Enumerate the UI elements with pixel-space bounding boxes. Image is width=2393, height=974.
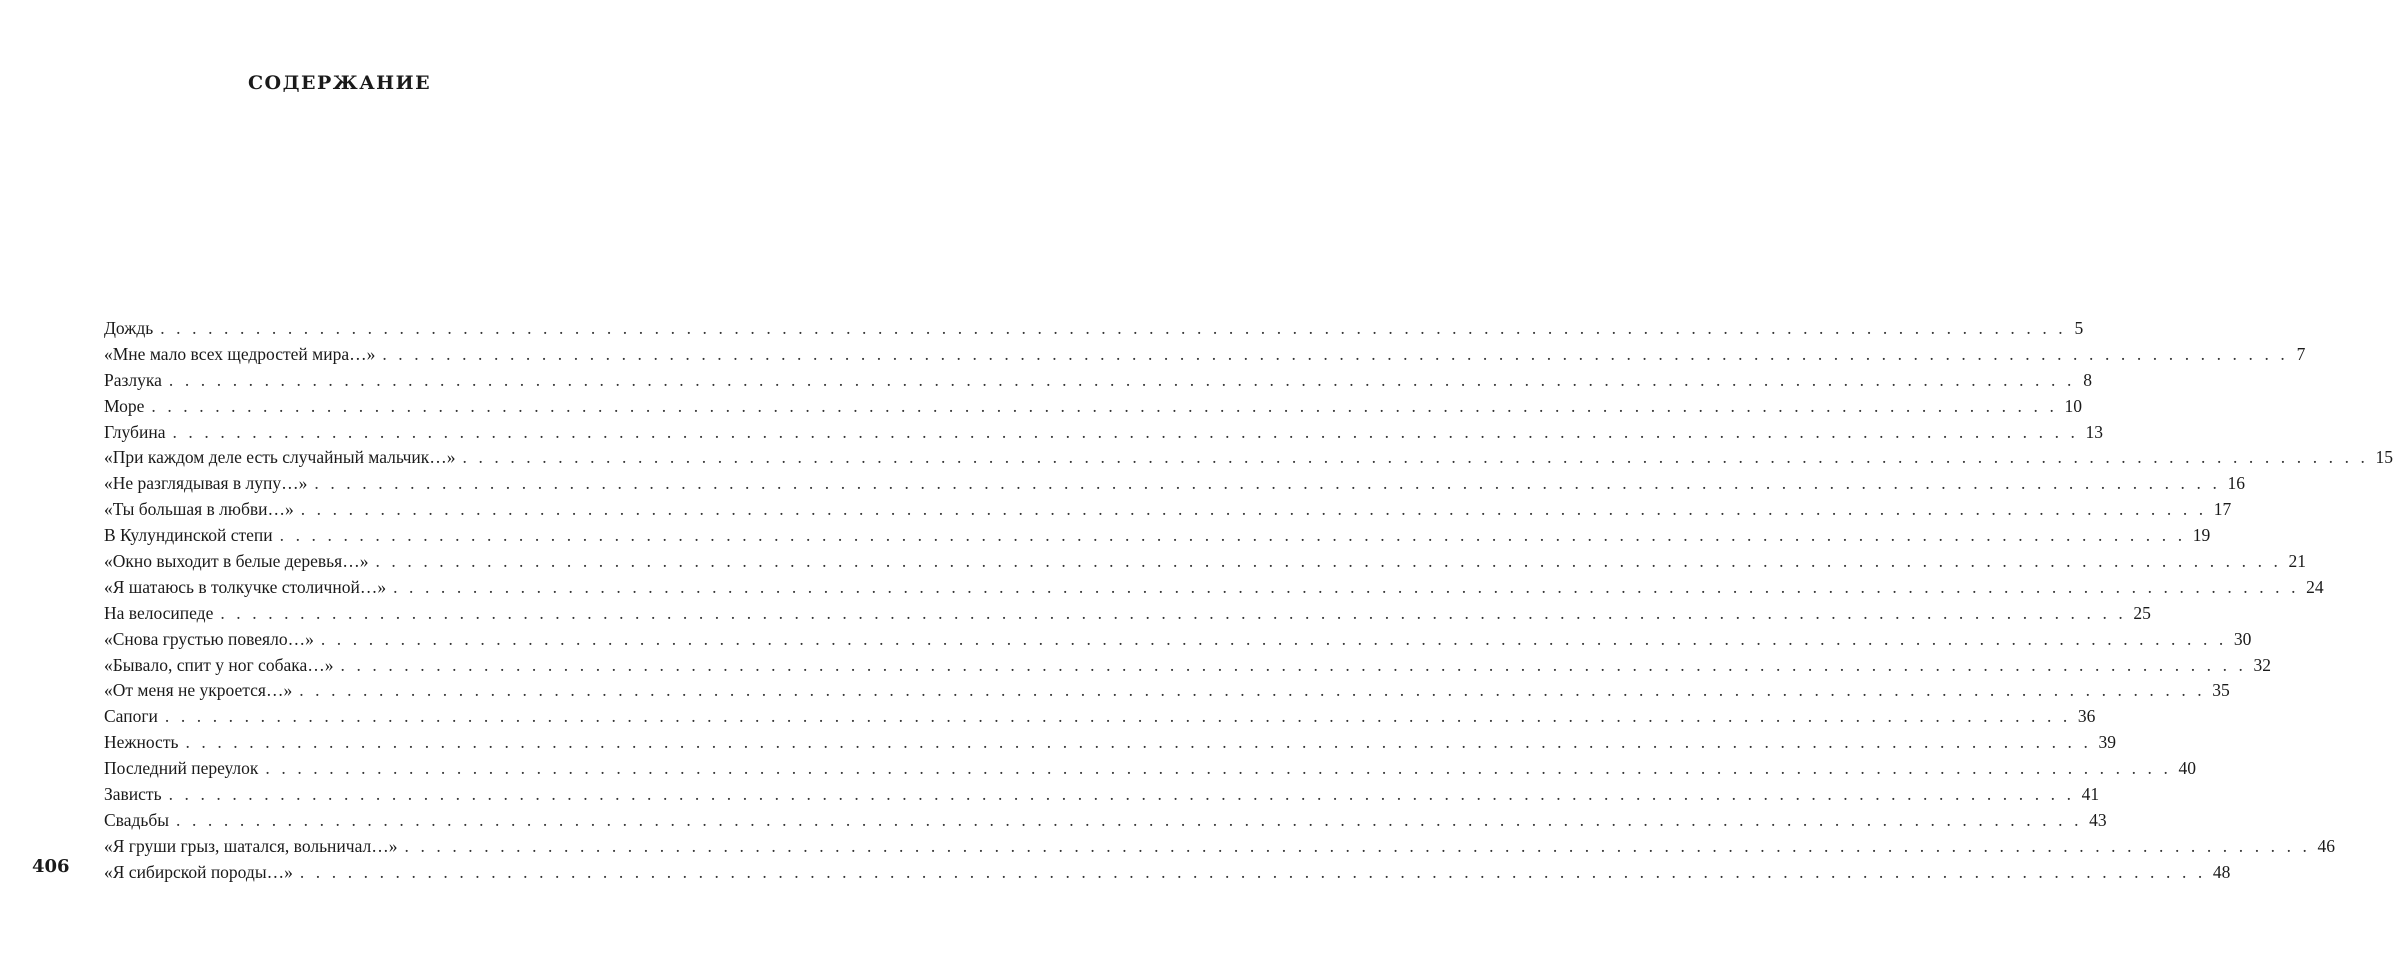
toc-entry	[104, 678, 2230, 704]
toc-entry-title: «Я сибирской породы…»	[104, 861, 293, 882]
toc-dot-leader: . . . . . . . . . . . . . . . . . . . . . . . . . . . . . . . . . . . . . . . . . . . . . . . . . . . . . . . . . . . . . . . . . . . . . . . . . . . . . . . . . . . . . . . . . . . . . . . . . . . . . . . . . . . . . . . . . . . . . . . .	[151, 395, 2058, 416]
toc-entry	[104, 368, 2092, 394]
toc-entry	[104, 704, 2096, 730]
toc-entry-page: 32	[2253, 654, 2272, 675]
toc-entry-title: «Ты большая в любви…»	[104, 499, 294, 520]
page-title: СОДЕРЖАНИЕ	[247, 72, 432, 94]
toc-entry-title: «Снова грустью повеяло…»	[104, 628, 314, 649]
toc-entry-title: Дождь	[104, 318, 154, 338]
toc-entry-page: 17	[2213, 499, 2232, 520]
toc-entry-page: 46	[2317, 835, 2336, 856]
toc-entry-title: Нежность	[104, 732, 179, 753]
toc-dot-leader: . . . . . . . . . . . . . . . . . . . . . . . . . . . . . . . . . . . . . . . . . . . . . . . . . . . . . . . . . . . . . . . . . . . . . . . . . . . . . . . . . . . . . . . . . . . . . . . . . . . . . . . . . . . . . . . . . . . . . . . .	[220, 602, 2127, 623]
toc-entry-page: 21	[2288, 551, 2306, 572]
toc-entry-page: 10	[2064, 395, 2082, 416]
toc-dot-leader: . . . . . . . . . . . . . . . . . . . . . . . . . . . . . . . . . . . . . . . . . . . . . . . . . . . . . . . . . . . . . . . . . . . . . . . . . . . . . . . . . . . . . . . . . . . . . . . . . . . . . . . . . . . . . . . . . . . . . . . .	[462, 447, 2369, 468]
toc-entry-title: Глубина	[104, 421, 166, 442]
toc-entry	[104, 420, 2103, 446]
toc-entry	[104, 808, 2107, 834]
toc-entry-page: 8	[2083, 369, 2092, 390]
toc-dot-leader: . . . . . . . . . . . . . . . . . . . . . . . . . . . . . . . . . . . . . . . . . . . . . . . . . . . . . . . . . . . . . . . . . . . . . . . . . . . . . . . . . . . . . . . . . . . . . . . . . . . . . . . . . . . . . . . . . . . . . . . .	[164, 706, 2071, 727]
toc-entry	[104, 394, 2082, 420]
toc-entry-page: 24	[2306, 576, 2324, 597]
toc-entry	[104, 316, 2084, 342]
toc-dot-leader: . . . . . . . . . . . . . . . . . . . . . . . . . . . . . . . . . . . . . . . . . . . . . . . . . . . . . . . . . . . . . . . . . . . . . . . . . . . . . . . . . . . . . . . . . . . . . . . . . . . . . . . . . . . . . . . . . . . . . . . .	[299, 861, 2206, 882]
toc-entry-page: 16	[2227, 473, 2245, 494]
toc-entry	[104, 342, 2306, 368]
toc-dot-leader: . . . . . . . . . . . . . . . . . . . . . . . . . . . . . . . . . . . . . . . . . . . . . . . . . . . . . . . . . . . . . . . . . . . . . . . . . . . . . . . . . . . . . . . . . . . . . . . . . . . . . . . . . . . . . . . . . . . . . . . .	[160, 318, 2067, 338]
toc-dot-leader: . . . . . . . . . . . . . . . . . . . . . . . . . . . . . . . . . . . . . . . . . . . . . . . . . . . . . . . . . . . . . . . . . . . . . . . . . . . . . . . . . . . . . . . . . . . . . . . . . . . . . . . . . . . . . . . . . . . . . . . .	[172, 421, 2079, 442]
toc-entry	[104, 445, 2393, 471]
toc-entry	[104, 497, 2232, 523]
toc-dot-leader: . . . . . . . . . . . . . . . . . . . . . . . . . . . . . . . . . . . . . . . . . . . . . . . . . . . . . . . . . . . . . . . . . . . . . . . . . . . . . . . . . . . . . . . . . . . . . . . . . . . . . . . . . . . . . . . . . . . . . . . .	[168, 369, 2075, 390]
toc-dot-leader: . . . . . . . . . . . . . . . . . . . . . . . . . . . . . . . . . . . . . . . . . . . . . . . . . . . . . . . . . . . . . . . . . . . . . . . . . . . . . . . . . . . . . . . . . . . . . . . . . . . . . . . . . . . . . . . . . . . . . . . .	[320, 628, 2227, 649]
toc-entry-title: «Окно выходит в белые деревья…»	[104, 551, 369, 572]
toc-entry-page: 43	[2089, 809, 2107, 830]
toc-dot-leader: . . . . . . . . . . . . . . . . . . . . . . . . . . . . . . . . . . . . . . . . . . . . . . . . . . . . . . . . . . . . . . . . . . . . . . . . . . . . . . . . . . . . . . . . . . . . . . . . . . . . . . . . . . . . . . . . . . . . . . . .	[185, 732, 2092, 753]
toc-entry-page: 25	[2133, 602, 2151, 623]
toc-entry-page: 19	[2192, 525, 2211, 546]
toc-entry-title: «Я груши грыз, шатался, вольничал…»	[104, 835, 398, 856]
toc-dot-leader: . . . . . . . . . . . . . . . . . . . . . . . . . . . . . . . . . . . . . . . . . . . . . . . . . . . . . . . . . . . . . . . . . . . . . . . . . . . . . . . . . . . . . . . . . . . . . . . . . . . . . . . . . . . . . . . . . . . . . . . .	[279, 525, 2186, 546]
toc-entry-title: В Кулундинской степи	[104, 525, 273, 546]
toc-entry-page: 35	[2212, 680, 2230, 701]
toc-entry-title: «Мне мало всех щедростей мира…»	[104, 343, 376, 364]
toc-entry-title: Разлука	[104, 369, 162, 390]
toc-entry-title: Свадьбы	[104, 809, 170, 830]
toc-entry-title: «Бывало, спит у ног собака…»	[104, 654, 334, 675]
toc-entry-page: 48	[2212, 861, 2231, 882]
toc-entry-title: «От меня не укроется…»	[104, 680, 293, 701]
toc-entry	[104, 730, 2116, 756]
toc-entry	[104, 756, 2196, 782]
toc-entry	[104, 575, 2324, 601]
toc-dot-leader: . . . . . . . . . . . . . . . . . . . . . . . . . . . . . . . . . . . . . . . . . . . . . . . . . . . . . . . . . . . . . . . . . . . . . . . . . . . . . . . . . . . . . . . . . . . . . . . . . . . . . . . . . . . . . . . . . . . . . . . .	[176, 809, 2083, 830]
table-of-contents	[104, 316, 2393, 886]
toc-entry-page: 15	[2375, 447, 2393, 468]
toc-dot-leader: . . . . . . . . . . . . . . . . . . . . . . . . . . . . . . . . . . . . . . . . . . . . . . . . . . . . . . . . . . . . . . . . . . . . . . . . . . . . . . . . . . . . . . . . . . . . . . . . . . . . . . . . . . . . . . . . . . . . . . . .	[393, 576, 2300, 597]
toc-dot-leader: . . . . . . . . . . . . . . . . . . . . . . . . . . . . . . . . . . . . . . . . . . . . . . . . . . . . . . . . . . . . . . . . . . . . . . . . . . . . . . . . . . . . . . . . . . . . . . . . . . . . . . . . . . . . . . . . . . . . . . . .	[265, 758, 2172, 779]
toc-entry-page: 41	[2081, 784, 2100, 805]
toc-entry	[104, 834, 2336, 860]
toc-entry-page: 7	[2296, 343, 2306, 364]
toc-entry-page: 36	[2077, 706, 2096, 727]
toc-entry-title: «Я шатаюсь в толкучке столичной…»	[104, 576, 387, 597]
toc-entry-page: 13	[2085, 421, 2103, 442]
toc-entry-page: 39	[2098, 732, 2116, 753]
toc-entry	[104, 860, 2231, 886]
toc-dot-leader: . . . . . . . . . . . . . . . . . . . . . . . . . . . . . . . . . . . . . . . . . . . . . . . . . . . . . . . . . . . . . . . . . . . . . . . . . . . . . . . . . . . . . . . . . . . . . . . . . . . . . . . . . . . . . . . . . . . . . . . .	[168, 784, 2075, 805]
toc-entry	[104, 627, 2252, 653]
toc-entry	[104, 471, 2245, 497]
toc-entry-title: На велосипеде	[104, 602, 214, 623]
toc-entry	[104, 782, 2100, 808]
toc-entry	[104, 601, 2151, 627]
toc-dot-leader: . . . . . . . . . . . . . . . . . . . . . . . . . . . . . . . . . . . . . . . . . . . . . . . . . . . . . . . . . . . . . . . . . . . . . . . . . . . . . . . . . . . . . . . . . . . . . . . . . . . . . . . . . . . . . . . . . . . . . . . .	[299, 680, 2206, 701]
toc-entry-title: Зависть	[104, 784, 162, 805]
page-number: 406	[32, 856, 70, 877]
toc-entry-title: «При каждом деле есть случайный мальчик…»	[104, 447, 456, 468]
toc-entry	[104, 523, 2211, 549]
toc-dot-leader: . . . . . . . . . . . . . . . . . . . . . . . . . . . . . . . . . . . . . . . . . . . . . . . . . . . . . . . . . . . . . . . . . . . . . . . . . . . . . . . . . . . . . . . . . . . . . . . . . . . . . . . . . . . . . . . . . . . . . . . .	[340, 654, 2247, 675]
toc-entry-title: «Не разглядывая в лупу…»	[104, 473, 308, 494]
toc-dot-leader: . . . . . . . . . . . . . . . . . . . . . . . . . . . . . . . . . . . . . . . . . . . . . . . . . . . . . . . . . . . . . . . . . . . . . . . . . . . . . . . . . . . . . . . . . . . . . . . . . . . . . . . . . . . . . . . . . . . . . . . .	[375, 551, 2282, 572]
toc-entry-page: 40	[2178, 758, 2196, 779]
toc-entry-title: Сапоги	[104, 706, 158, 727]
toc-dot-leader: . . . . . . . . . . . . . . . . . . . . . . . . . . . . . . . . . . . . . . . . . . . . . . . . . . . . . . . . . . . . . . . . . . . . . . . . . . . . . . . . . . . . . . . . . . . . . . . . . . . . . . . . . . . . . . . . . . . . . . . .	[300, 499, 2207, 520]
toc-dot-leader: . . . . . . . . . . . . . . . . . . . . . . . . . . . . . . . . . . . . . . . . . . . . . . . . . . . . . . . . . . . . . . . . . . . . . . . . . . . . . . . . . . . . . . . . . . . . . . . . . . . . . . . . . . . . . . . . . . . . . . . .	[404, 835, 2311, 856]
toc-entry-title: Последний переулок	[104, 758, 259, 779]
toc-dot-leader: . . . . . . . . . . . . . . . . . . . . . . . . . . . . . . . . . . . . . . . . . . . . . . . . . . . . . . . . . . . . . . . . . . . . . . . . . . . . . . . . . . . . . . . . . . . . . . . . . . . . . . . . . . . . . . . . . . . . . . . .	[314, 473, 2221, 494]
toc-entry	[104, 549, 2306, 575]
toc-dot-leader: . . . . . . . . . . . . . . . . . . . . . . . . . . . . . . . . . . . . . . . . . . . . . . . . . . . . . . . . . . . . . . . . . . . . . . . . . . . . . . . . . . . . . . . . . . . . . . . . . . . . . . . . . . . . . . . . . . . . . . . .	[382, 343, 2289, 364]
toc-entry	[104, 653, 2272, 679]
toc-entry-page: 5	[2074, 318, 2084, 338]
toc-entry-page: 30	[2233, 628, 2252, 649]
toc-entry-title: Море	[104, 395, 145, 416]
